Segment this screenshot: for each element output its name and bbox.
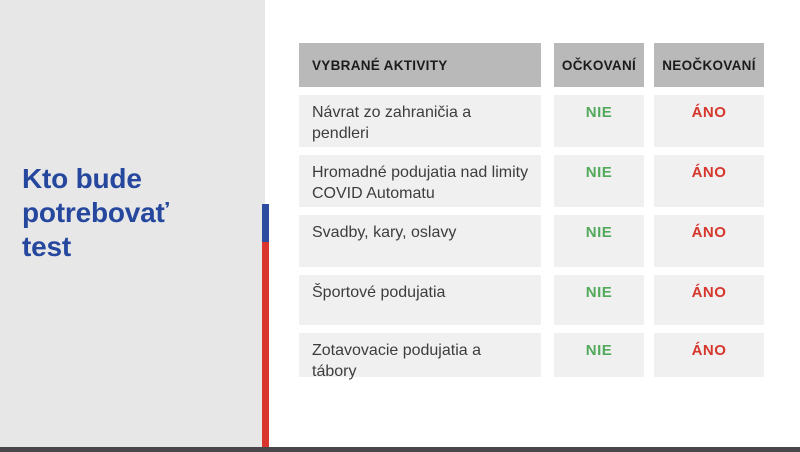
activity-cell: Hromadné podujatia nad limity COVID Automatu	[299, 155, 541, 207]
activities-table	[299, 43, 765, 385]
vaccinated-cell: NIE	[554, 333, 644, 377]
unvaccinated-cell: ÁNO	[654, 215, 764, 267]
unvaccinated-cell: ÁNO	[654, 95, 764, 147]
vaccinated-cell: NIE	[554, 95, 644, 147]
column-header-vaccinated: OČKOVANÍ	[554, 43, 644, 87]
table-header-row	[299, 43, 765, 87]
vaccinated-cell: NIE	[554, 275, 644, 325]
table-row	[299, 215, 765, 267]
activity-cell: Návrat zo zahraničia a pendleri	[299, 95, 541, 147]
unvaccinated-cell: ÁNO	[654, 333, 764, 377]
accent-stripe-blue	[262, 204, 269, 242]
vaccinated-cell: NIE	[554, 215, 644, 267]
activity-cell: Svadby, kary, oslavy	[299, 215, 541, 267]
column-header-activity: VYBRANÉ AKTIVITY	[299, 43, 541, 87]
table-row	[299, 155, 765, 207]
page-title: Kto bude potrebovať test	[22, 163, 169, 262]
unvaccinated-cell: ÁNO	[654, 155, 764, 207]
unvaccinated-cell: ÁNO	[654, 275, 764, 325]
footer-bar	[0, 447, 800, 452]
vaccinated-cell: NIE	[554, 155, 644, 207]
table-row	[299, 275, 765, 325]
table-row	[299, 333, 765, 380]
table-row	[299, 95, 765, 147]
activity-cell: Športové podujatia	[299, 275, 541, 325]
column-header-unvaccinated: NEOČKOVANÍ	[654, 43, 764, 87]
activity-cell: Zotavovacie podujatia a tábory	[299, 333, 541, 377]
accent-stripe-red	[262, 242, 269, 447]
